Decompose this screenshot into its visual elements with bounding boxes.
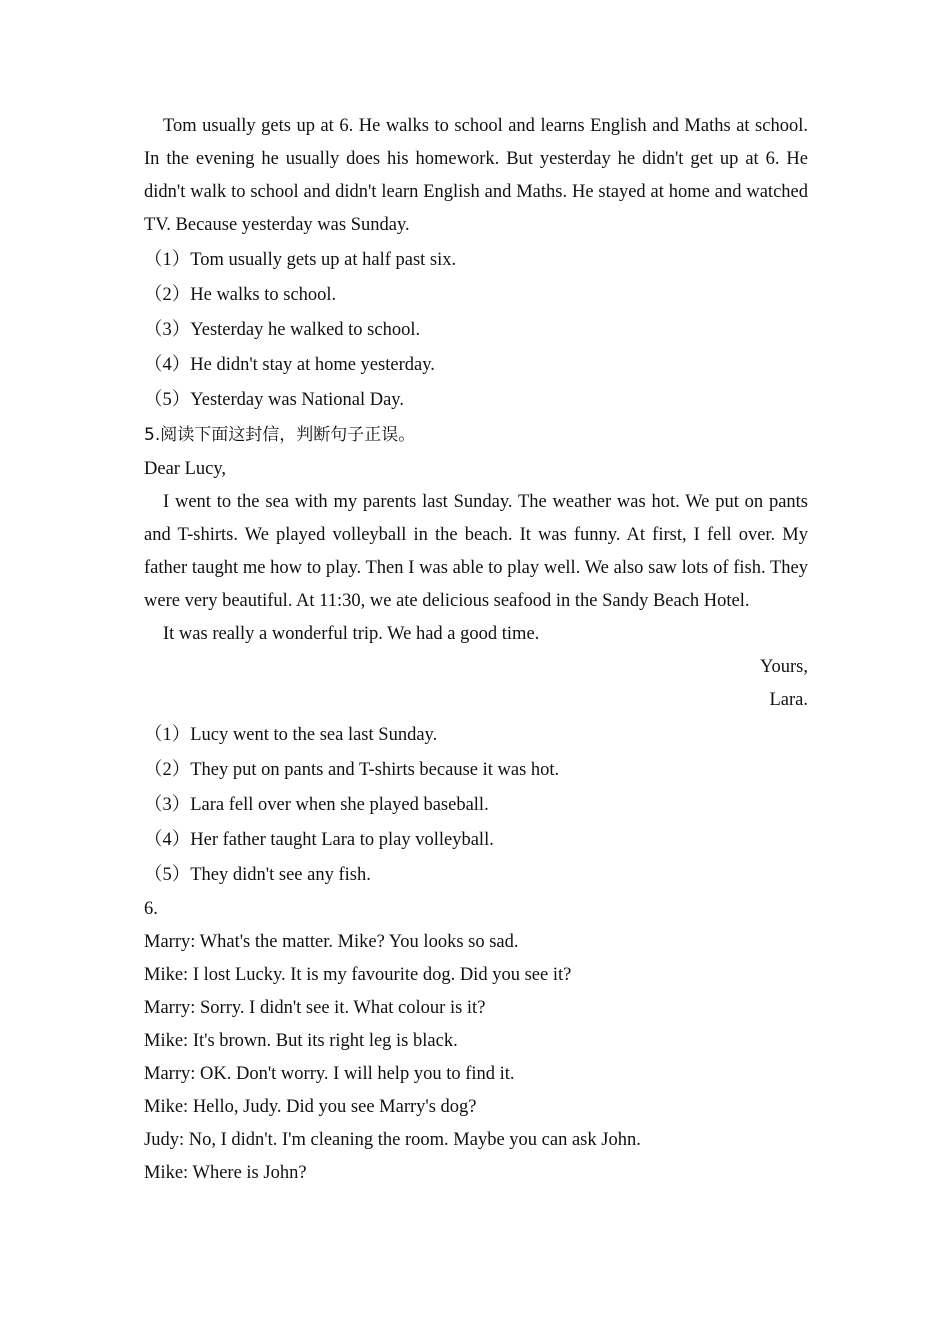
statement-item: （5）They didn't see any fish.: [144, 865, 371, 885]
statement-item: （5）Yesterday was National Day.: [144, 390, 404, 410]
dialogue-line: Mike: Where is John?: [144, 1163, 307, 1183]
statement-item: （4）Her father taught Lara to play volleyball.: [144, 830, 494, 850]
dialogue-line: Marry: What's the matter. Mike? You looks so sad.: [144, 932, 519, 952]
statement-item: （1）Tom usually gets up at half past six.: [144, 250, 457, 270]
statement-item: （2）He walks to school.: [144, 285, 337, 305]
statement-item: （3）Yesterday he walked to school.: [144, 320, 421, 340]
dialogue-line: Mike: It's brown. But its right leg is black.: [144, 1031, 458, 1051]
letter-salutation: Dear Lucy,: [144, 459, 227, 479]
section-5-heading: 5.阅读下面这封信，判断句子正误。: [144, 425, 416, 445]
passage-tom: Tom usually gets up at 6. He walks to school and learns English and Maths at school. In the evening he usually does his homework. But yesterday he didn't get up at 6. He didn't walk to school and didn't learn English and Maths. He stayed at home and watched TV. Because yesterday was Sunday.: [144, 116, 808, 235]
dialogue: [144, 926, 808, 1190]
letter-signature: Lara.: [769, 690, 808, 710]
document-page: [144, 110, 808, 1190]
letter-body-paragraph-1: I went to the sea with my parents last Sunday. The weather was hot. We put on pants and T-shirts. We played volleyball in the beach. It was funny. At first, I fell over. My father taught me how to play. Then I was able to play well. We also saw lots of fish. They were very beautiful. At 11:30, we ate delicious seafood in the Sandy Beach Hotel.: [144, 492, 808, 611]
letter-closing: Yours,: [760, 657, 808, 677]
dialogue-line: Marry: Sorry. I didn't see it. What colour is it?: [144, 998, 486, 1018]
dialogue-line: Mike: Hello, Judy. Did you see Marry's dog?: [144, 1097, 477, 1117]
statement-item: （4）He didn't stay at home yesterday.: [144, 355, 435, 375]
section-6-heading: 6.: [144, 899, 158, 919]
dialogue-line: Mike: I lost Lucky. It is my favourite dog. Did you see it?: [144, 965, 572, 985]
statement-item: （1）Lucy went to the sea last Sunday.: [144, 725, 438, 745]
statement-list-tom: [144, 243, 808, 418]
statement-item: （3）Lara fell over when she played baseball.: [144, 795, 489, 815]
dialogue-line: Judy: No, I didn't. I'm cleaning the room. Maybe you can ask John.: [144, 1130, 641, 1150]
dialogue-line: Marry: OK. Don't worry. I will help you to find it.: [144, 1064, 515, 1084]
statement-list-letter: [144, 718, 808, 893]
letter-body-paragraph-2: It was really a wonderful trip. We had a good time.: [163, 624, 540, 644]
statement-item: （2）They put on pants and T-shirts because it was hot.: [144, 760, 560, 780]
